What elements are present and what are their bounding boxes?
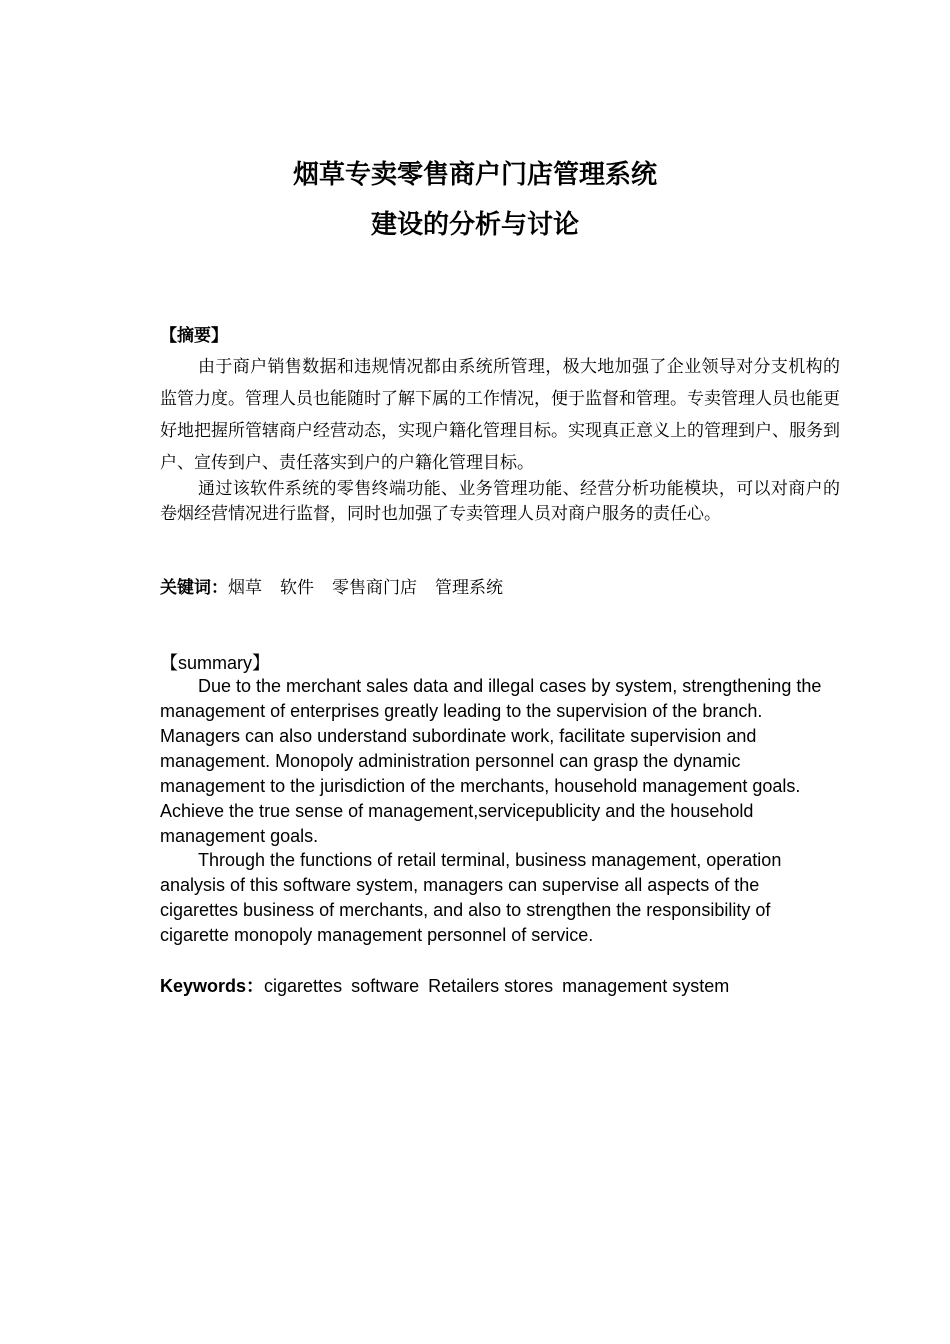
- keywords-en-label: Keywords：: [160, 976, 265, 996]
- document-title-line-1: 烟草专卖零售商户门店管理系统: [292, 160, 657, 190]
- keyword-en-item: management system: [562, 976, 730, 996]
- abstract-en-paragraph-1: Due to the merchant sales data and illegal cases by system, strengthening the management of enterprises greatly leading to the supervision of the branch. Managers can also understand subordinate work, facilitate supervision and management. Monopoly administration personnel can grasp the dynamic management to the jurisdiction of the merchants, household management goals. Achieve the true sense of management,servicepublicity and the household management goals.: [160, 676, 822, 846]
- abstract-en-paragraph-2: Through the functions of retail terminal, business management, operation analysis of this software system, managers can supervise all aspects of the cigarettes business of merchants, and also to strengthen the responsibility of cigarette monopoly management personnel of service.: [160, 850, 782, 945]
- keywords-cn-label: 关键词：: [160, 578, 228, 598]
- keywords-cn: [160, 575, 503, 601]
- keyword-cn-item: 零售商门店: [332, 578, 417, 598]
- keyword-cn-item: 烟草: [228, 578, 262, 598]
- keyword-en-item: software: [351, 976, 420, 996]
- keyword-cn-item: 软件: [280, 578, 314, 598]
- keywords-en: [160, 973, 729, 999]
- keyword-en-item: Retailers stores: [428, 976, 554, 996]
- abstract-cn-paragraph-1: 由于商户销售数据和违规情况都由系统所管理，极大地加强了企业领导对分支机构的监管力度。管理人员也能随时了解下属的工作情况，便于监督和管理。专卖管理人员也能更好地把握所管辖商户经营动态，实现户籍化管理目标。实现真正意义上的管理到户、服务到户、宣传到户、责任落实到户的户籍化管理目标。: [160, 357, 840, 473]
- keyword-en-item: cigarettes: [264, 976, 343, 996]
- keyword-cn-item: 管理系统: [435, 578, 503, 598]
- abstract-cn-heading: 【摘要】: [160, 326, 228, 346]
- document-title-line-2: 建设的分析与讨论: [370, 210, 579, 240]
- abstract-cn-paragraph-2: 通过该软件系统的零售终端功能、业务管理功能、经营分析功能模块，可以对商户的卷烟经营情况进行监督，同时也加强了专卖管理人员对商户服务的责任心。: [160, 479, 840, 524]
- abstract-en-heading: 【summary】: [160, 653, 271, 673]
